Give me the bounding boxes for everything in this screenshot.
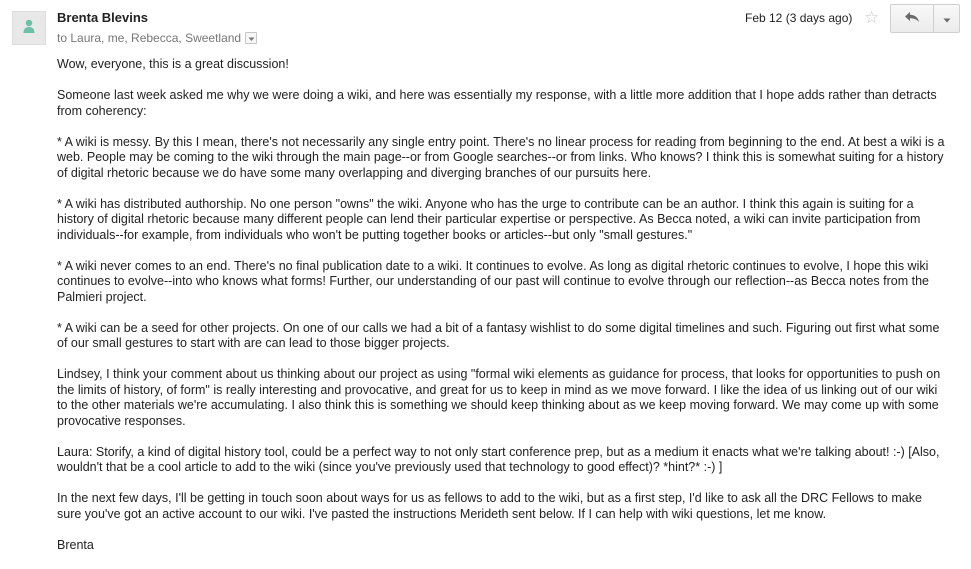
body-paragraph: Laura: Storify, a kind of digital history tool, could be a perfect way to not only start conference prep, but as a medium it enacts what we're talking about! :-) [Also, wouldn't that be a cool article to add to the wiki (since you've previously used that technology to good effect)? *hint?* :-) ]	[57, 444, 940, 474]
chevron-down-icon	[248, 31, 255, 45]
recipients-text: to Laura, me, Rebecca, Sweetland	[57, 31, 242, 45]
star-icon[interactable]: ☆	[864, 8, 880, 27]
message-body	[57, 57, 949, 569]
body-paragraph: Wow, everyone, this is a great discussion!	[57, 57, 289, 71]
recipients-line	[57, 31, 257, 45]
person-silhouette-icon	[22, 18, 36, 39]
body-paragraph: * A wiki has distributed authorship. No one person "owns" the wiki. Anyone who has the urge to contribute can be an author. I think this again is suiting for a history of digital rhetoric because many different people can lend their particular expertise or perspective. As Becca noted, a wiki can invite participation from individuals--for example, from individuals who won't be putting together books or articles--but only "small gestures."	[57, 196, 921, 242]
signature: Brenta	[57, 537, 94, 552]
body-paragraph: In the next few days, I'll be getting in touch soon about ways for us as fellows to add to the wiki, but as a first step, I'd like to ask all the DRC Fellows to make sure you've got an active account to our wiki. I've pasted the instructions Merideth sent below. If I can help with wiki questions, let me know.	[57, 491, 922, 521]
body-paragraph: * A wiki is messy. By this I mean, there's not necessarily any single entry point. There's no linear process for reading from beginning to the end. At best a wiki is a web. People may be coming to the wiki through the main page--or from Google searches--or from links. Who knows? I think this is somewhat suiting for a history of digital rhetoric because we do have some many overlapping and diverging branches of our pursuits here.	[57, 134, 945, 180]
message-date[interactable]: Feb 12 (3 days ago)	[745, 11, 853, 25]
sender-avatar[interactable]	[12, 11, 46, 45]
body-paragraph: Lindsey, I think your comment about us thinking about our project as using "formal wiki elements as guidance for process, that looks for opportunities to push on the limits of history, of form" is really interesting and provocative, and great for us to keep in mind as we move forward. I like the idea of us linking out of our wiki to the other materials we're accumulating. I also think this is something we should keep thinking about as we keep moving forward. We may come up with some provocative responses.	[57, 367, 941, 428]
body-paragraph: * A wiki can be a seed for other projects. On one of our calls we had a bit of a fantasy wishlist to do some digital timelines and such. Figuring out first what some of our small gestures to start with are can lead to those bigger projects.	[57, 320, 940, 350]
show-details-button[interactable]	[245, 32, 257, 44]
body-paragraph: * A wiki never comes to an end. There's no final publication date to a wiki. It continues to evolve. As long as digital rhetoric continues to evolve, I hope this wiki continues to evolve--into who knows what forms! Further, our understanding of our past will continue to evolve through our reflection--as Becca notes from the Palmieri project.	[57, 258, 929, 304]
reply-button-group	[890, 4, 960, 33]
sender-name[interactable]: Brenta Blevins	[57, 10, 149, 25]
reply-arrow-icon	[904, 10, 920, 28]
reply-button[interactable]	[890, 4, 934, 33]
more-options-button[interactable]	[934, 4, 960, 33]
body-paragraph: Someone last week asked me why we were doing a wiki, and here was essentially my response, with a little more addition that I hope adds rather than detracts from coherency:	[57, 88, 937, 118]
chevron-down-icon	[943, 10, 951, 28]
